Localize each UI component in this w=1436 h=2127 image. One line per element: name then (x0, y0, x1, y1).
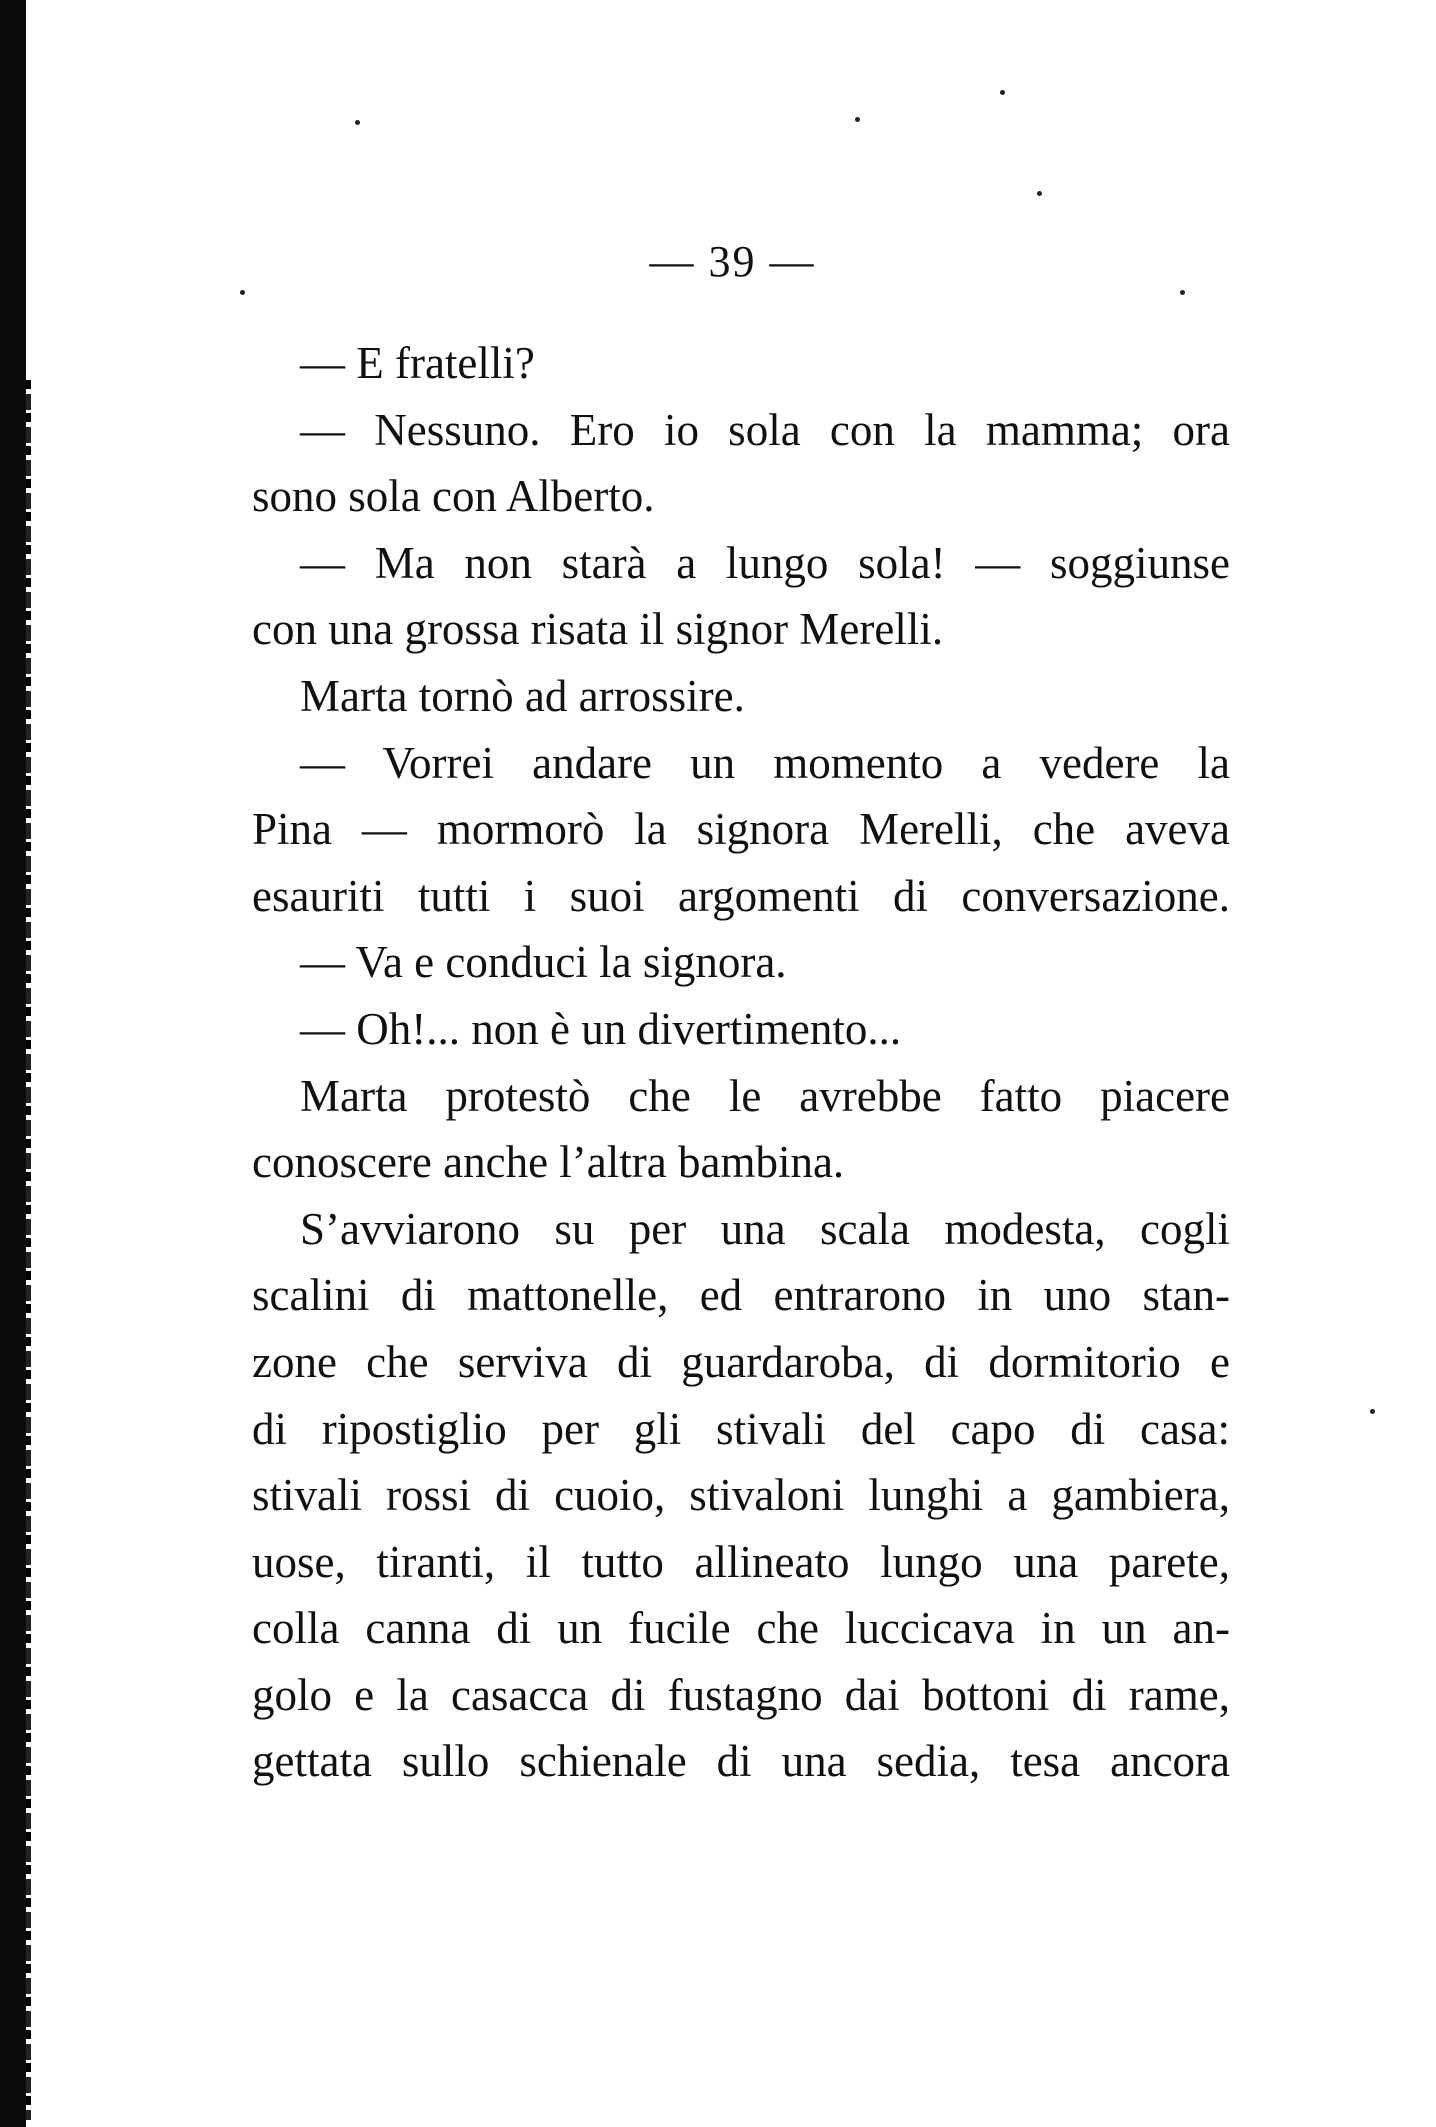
text-line: conoscere anche l’altra bambina. (252, 1137, 845, 1188)
text-line: — Nessuno. Ero io sola con la mamma; ora (300, 404, 1230, 455)
scan-speck (1037, 191, 1042, 196)
text-line: — Va e conduci la signora. (300, 937, 787, 988)
body-text (252, 330, 1230, 1795)
scan-speck (1000, 90, 1005, 95)
text-line: uose, tiranti, il tutto allineato lungo una parete, (252, 1536, 1230, 1587)
scan-speck (240, 290, 245, 295)
text-line: stivali rossi di cuoio, stivaloni lunghi a gambiera, (252, 1470, 1230, 1521)
scan-binding-noise (26, 380, 31, 2120)
text-line: — Oh!... non è un divertimento... (300, 1003, 902, 1054)
scan-speck (1370, 1409, 1375, 1414)
text-line: esauriti tutti i suoi argomenti di conversazione. (252, 870, 1230, 921)
scan-speck (1180, 290, 1185, 295)
scan-binding-edge (0, 0, 26, 2127)
text-line: — Ma non starà a lungo sola! — soggiunse (300, 537, 1230, 588)
text-line: Marta protestò che le avrebbe fatto piacere (300, 1070, 1230, 1121)
text-line: con una grossa risata il signor Merelli. (252, 604, 944, 655)
scan-speck (355, 120, 360, 125)
text-line: gettata sullo schienale di una sedia, tesa ancora (252, 1736, 1230, 1787)
text-line: zone che serviva di guardaroba, di dormitorio e (252, 1336, 1230, 1387)
page-number: — 39 — (649, 237, 816, 286)
text-line: — E fratelli? (300, 338, 535, 388)
text-line: S’avviarono su per una scala modesta, cogli (300, 1203, 1230, 1254)
scan-speck (855, 117, 860, 122)
text-line: — Vorrei andare un momento a vedere la (300, 737, 1230, 788)
text-line: di ripostiglio per gli stivali del capo di casa: (252, 1403, 1230, 1454)
text-line: Marta tornò ad arrossire. (300, 670, 745, 721)
text-line: sono sola con Alberto. (252, 471, 655, 522)
text-line: golo e la casacca di fustagno dai bottoni di rame, (252, 1669, 1230, 1720)
text-line: colla canna di un fucile che luccicava in un an- (252, 1603, 1230, 1654)
text-line: scalini di mattonelle, ed entrarono in uno stan- (252, 1270, 1230, 1321)
text-line: Pina — mormorò la signora Merelli, che aveva (252, 804, 1230, 855)
